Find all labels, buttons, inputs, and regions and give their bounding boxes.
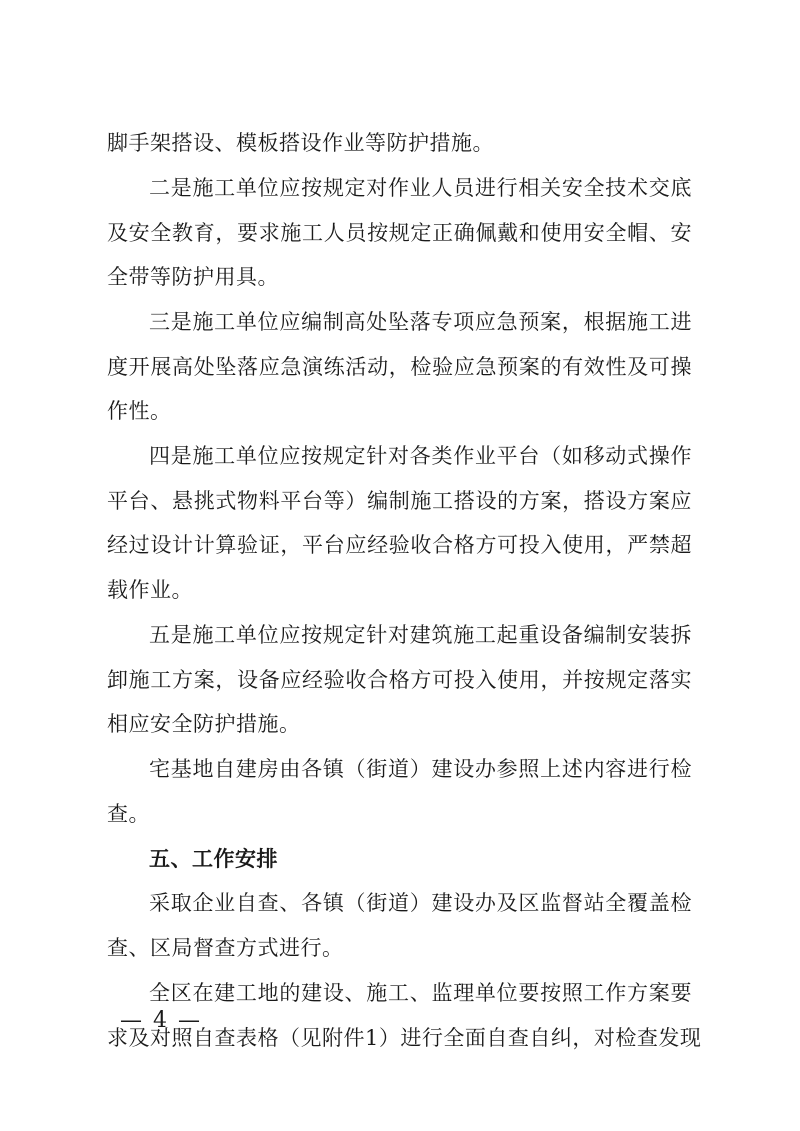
paragraph-line: 全区在建工地的建设、施工、监理单位要按照工作方案要: [149, 981, 692, 1005]
paragraph-line: 二是施工单位应按规定对作业人员进行相关安全技术交底: [149, 176, 692, 200]
paragraph-line: 查、区局督查方式进行。: [107, 936, 344, 960]
paragraph-line: 四是施工单位应按规定针对各类作业平台（如移动式操作: [149, 444, 692, 468]
paragraph-line: 宅基地自建房由各镇（街道）建设办参照上述内容进行检: [149, 757, 692, 781]
paragraph-line: 五是施工单位应按规定针对建筑施工起重设备编制安装拆: [149, 623, 692, 647]
paragraph-line: 查。: [107, 802, 150, 826]
paragraph-line: 求及对照自查表格（见附件1）进行全面自查自纠，对检查发现: [107, 1026, 702, 1050]
paragraph-line: 采取企业自查、各镇（街道）建设办及区监督站全覆盖检: [149, 891, 692, 915]
paragraph-line: 卸施工方案，设备应经验收合格方可投入使用，并按规定落实: [107, 668, 692, 692]
paragraph-line: 脚手架搭设、模板搭设作业等防护措施。: [107, 131, 494, 155]
paragraph-line: 经过设计计算验证，平台应经验收合格方可投入使用，严禁超: [107, 533, 692, 557]
page-number: — 4 —: [120, 1008, 202, 1033]
paragraph-line: 三是施工单位应编制高处坠落专项应急预案，根据施工进: [149, 310, 692, 334]
section-heading: 五、工作安排: [149, 847, 278, 871]
paragraph-line: 及安全教育，要求施工人员按规定正确佩戴和使用安全帽、安: [107, 221, 692, 245]
paragraph-line: 平台、悬挑式物料平台等）编制施工搭设的方案，搭设方案应: [107, 489, 692, 513]
paragraph-line: 相应安全防护措施。: [107, 712, 301, 736]
paragraph-line: 度开展高处坠落应急演练活动，检验应急预案的有效性及可操: [107, 355, 692, 379]
paragraph-line: 作性。: [107, 399, 172, 423]
paragraph-line: 全带等防护用具。: [107, 265, 279, 289]
paragraph-line: 载作业。: [107, 578, 193, 602]
